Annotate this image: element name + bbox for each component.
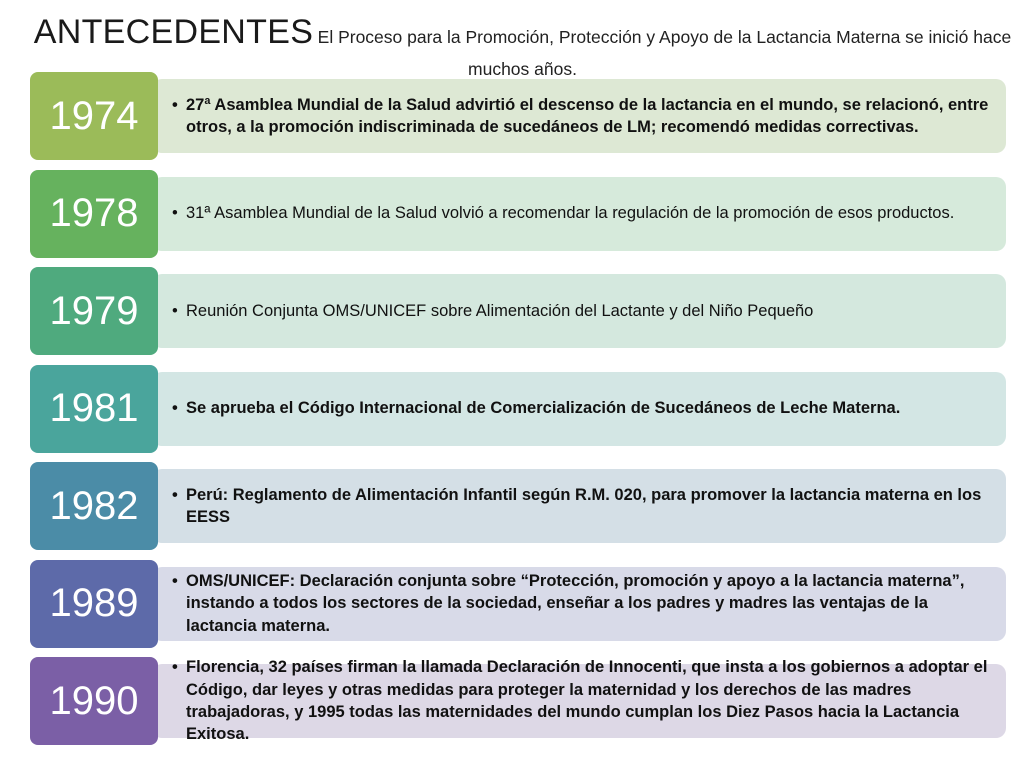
year-badge: 1990 — [30, 657, 158, 745]
timeline-text: • Florencia, 32 países firman la llamada Declaración de Innocenti, que insta a los gobiernos a adoptar el Código, dar leyes y otras medidas para proteger la maternidad y los derechos de las madres trabajadoras, y 1995 todas las maternidades del mundo cumplan los Diez Pasos hacia la Lactancia Exitosa. — [172, 656, 990, 745]
page-title: ANTECEDENTES — [33, 13, 314, 51]
year-badge: 1978 — [30, 170, 158, 258]
timeline-text: • Se aprueba el Código Internacional de Comercialización de Sucedáneos de Leche Materna. — [172, 397, 900, 419]
year-badge: 1974 — [30, 72, 158, 160]
timeline-text: • OMS/UNICEF: Declaración conjunta sobre “Protección, promoción y apoyo a la lactancia materna”, instando a todos los sectores de la sociedad, enseñar a los padres y madres las ventajas de la lactancia materna. — [172, 570, 990, 637]
timeline-panel — [152, 469, 1006, 543]
timeline-text: • 27ª Asamblea Mundial de la Salud advirtió el descenso de la lactancia en el mundo, se relacionó, entre otros, a la promoción indiscriminada de sucedáneos de LM; recomendó medidas correctivas. — [172, 94, 990, 139]
page-subtitle: El Proceso para la Promoción, Protección y Apoyo de la Lactancia Materna se inició hace muchos años. — [317, 27, 1012, 80]
timeline-panel — [152, 79, 1006, 153]
year-badge: 1982 — [30, 462, 158, 550]
year-badge: 1981 — [30, 365, 158, 453]
timeline-panel — [152, 567, 1006, 641]
timeline-panel — [152, 274, 1006, 348]
timeline-row-1990 — [30, 657, 1006, 745]
timeline-text: • Reunión Conjunta OMS/UNICEF sobre Alimentación del Lactante y del Niño Pequeño — [172, 300, 813, 322]
timeline-row-1981 — [30, 365, 1006, 453]
year-badge: 1989 — [30, 560, 158, 648]
timeline-row-1979 — [30, 267, 1006, 355]
timeline-text: • 31ª Asamblea Mundial de la Salud volvió a recomendar la regulación de la promoción de esos productos. — [172, 202, 954, 224]
timeline-text: • Perú: Reglamento de Alimentación Infantil según R.M. 020, para promover la lactancia materna en los EESS — [172, 484, 990, 529]
timeline-row-1989 — [30, 560, 1006, 648]
timeline-panel — [152, 658, 1006, 744]
year-badge: 1979 — [30, 267, 158, 355]
timeline-row-1978 — [30, 170, 1006, 258]
timeline-row-1982 — [30, 462, 1006, 550]
timeline-panel — [152, 177, 1006, 251]
timeline-panel — [152, 372, 1006, 446]
timeline-row-1974 — [30, 72, 1006, 160]
